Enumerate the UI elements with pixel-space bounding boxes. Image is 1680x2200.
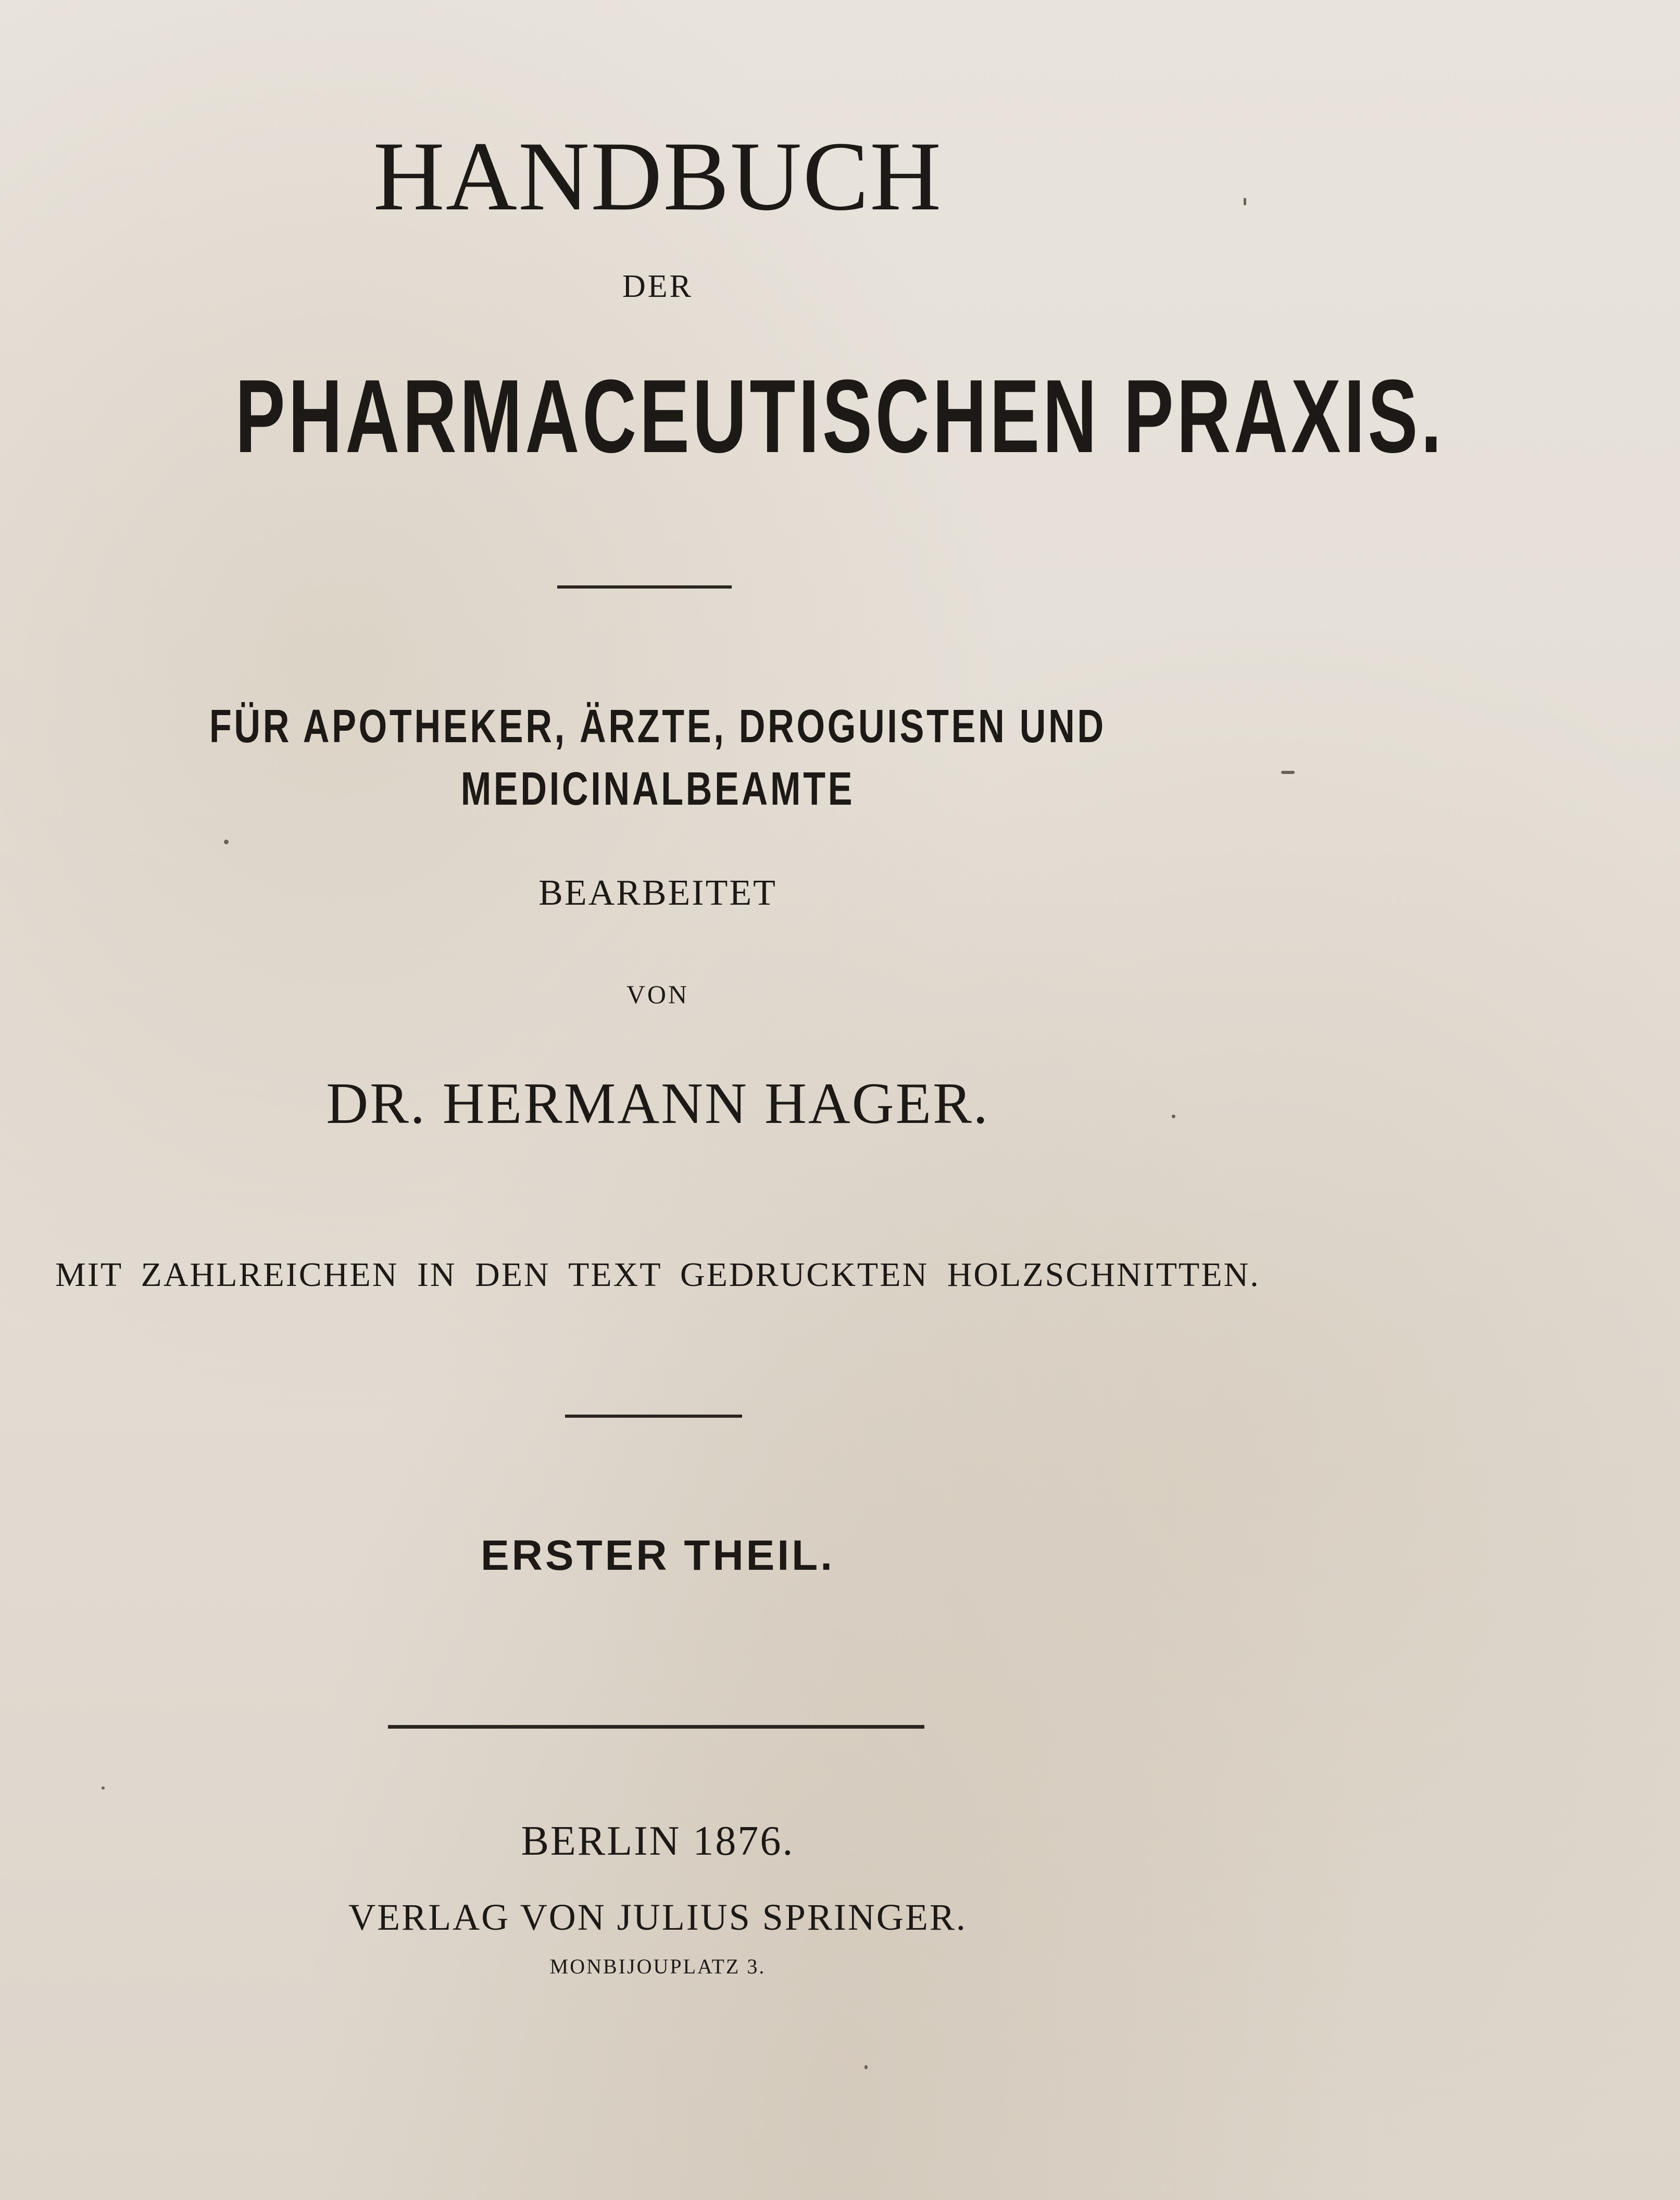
edited-label: BEARBEITET (538, 873, 777, 913)
audience-text-1: FÜR APOTHEKER, ÄRZTE, DROGUISTEN UND (209, 701, 1106, 753)
audience-line-2 (0, 760, 1315, 818)
divider-rule-long (388, 1725, 924, 1729)
paper-speck (864, 2065, 868, 2069)
illustrations-note: MIT ZAHLREICHEN IN DEN TEXT GEDRUCKTEN HOLZSCHNITTEN. (55, 1256, 1260, 1294)
paper-speck (224, 840, 229, 844)
title-connector: DER (622, 269, 693, 304)
book-subtitle: PHARMACEUTISCHEN PRAXIS. (235, 358, 1445, 474)
paper-speck (1172, 1115, 1175, 1118)
audience-text-2: MEDICINALBEAMTE (460, 763, 855, 815)
paper-speck (1244, 198, 1246, 205)
paper-speck (1281, 771, 1295, 774)
audience-line-1 (0, 698, 1315, 756)
book-title: HANDBUCH (373, 122, 943, 231)
imprint-city-year: BERLIN 1876. (521, 1818, 795, 1864)
author-name: DR. HERMANN HAGER. (326, 1071, 989, 1136)
by-label: VON (626, 980, 689, 1009)
book-subtitle-line (0, 354, 1445, 480)
imprint-publisher: VERLAG VON JULIUS SPRINGER. (348, 1896, 967, 1938)
imprint-address: MONBIJOUPLATZ 3. (549, 1955, 766, 1978)
volume-part: ERSTER THEIL. (480, 1532, 835, 1579)
divider-rule (565, 1415, 742, 1418)
paper-speck (102, 1786, 105, 1790)
divider-rule (557, 585, 732, 589)
